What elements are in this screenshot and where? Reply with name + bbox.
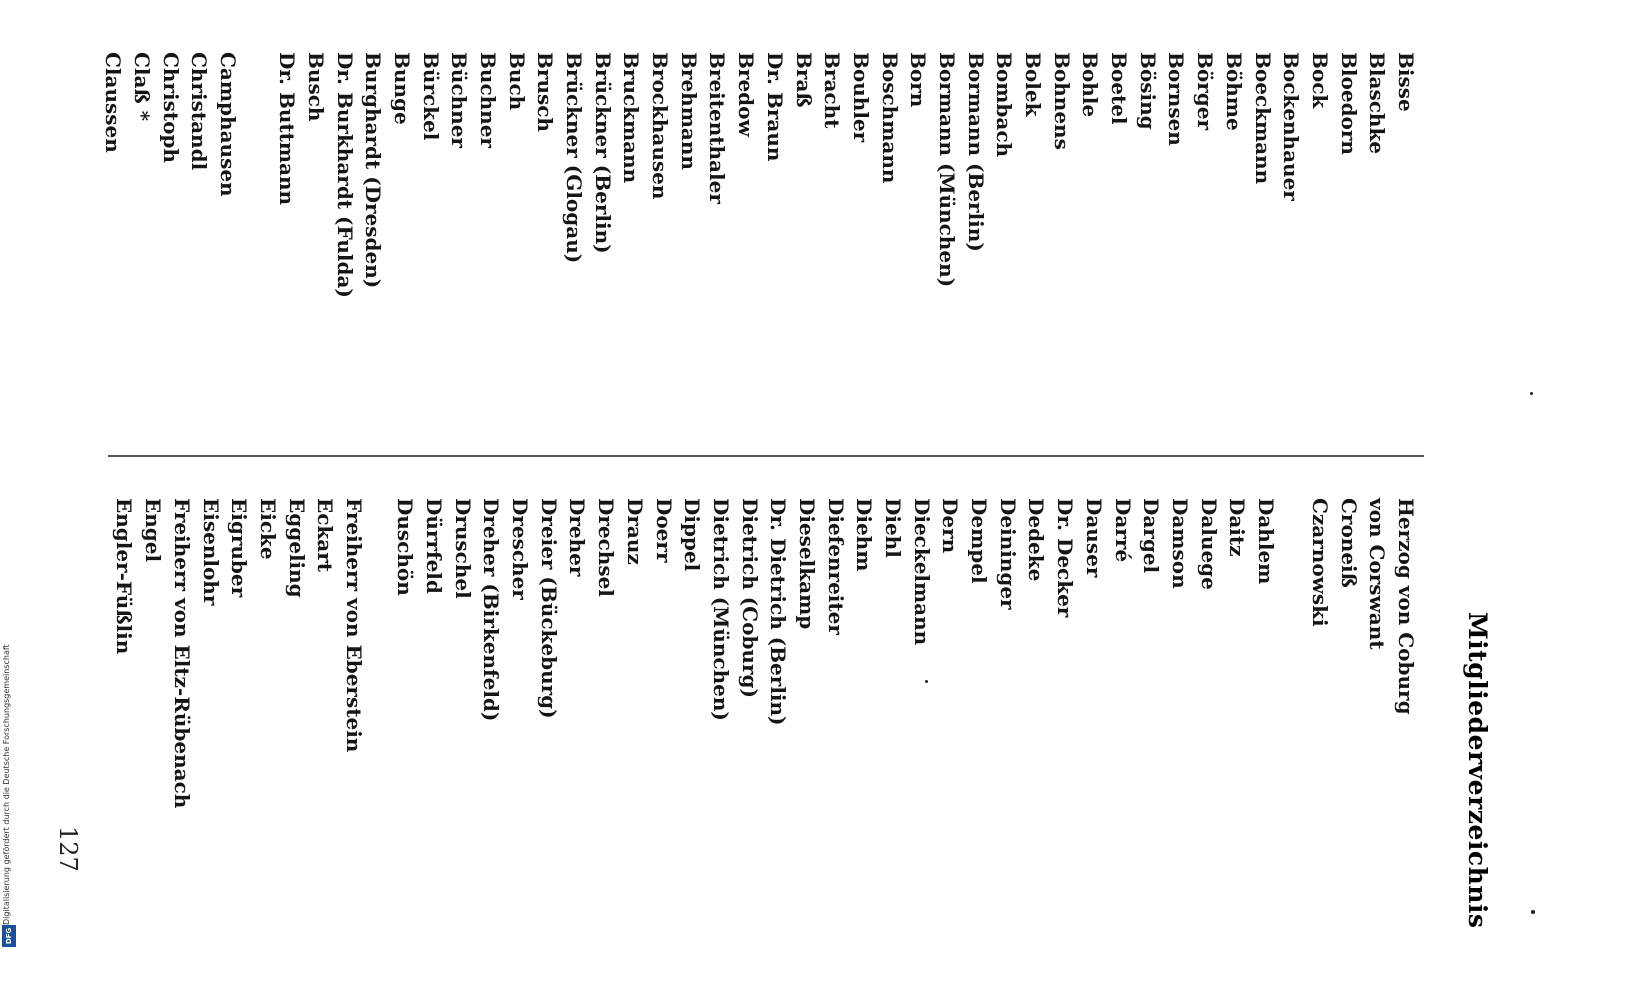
digitization-footer: Digitalisierung gefördert durch die Deutsche Forschungsgemeinschaft xyxy=(2,644,11,925)
member-name: Christandl xyxy=(187,52,212,171)
member-name: Drechsel xyxy=(594,498,619,597)
member-name: Eigruber xyxy=(227,498,252,598)
member-name: Dietrich (München) xyxy=(708,498,733,721)
member-name: Bormann (Berlin) xyxy=(963,52,988,252)
member-name: Boetel xyxy=(1107,52,1132,125)
page-number: 127 xyxy=(54,826,82,872)
member-name: von Corswant xyxy=(1365,498,1390,650)
speck xyxy=(925,680,928,683)
member-name: Bösing xyxy=(1135,52,1160,130)
member-name: Eggeling xyxy=(284,498,309,598)
speck xyxy=(1530,392,1533,395)
member-name: Braß xyxy=(791,52,816,108)
member-name: Busch xyxy=(303,52,328,122)
member-name: Engel xyxy=(141,498,166,563)
member-name: Darré xyxy=(1110,498,1135,563)
member-name: Böhme xyxy=(1221,52,1246,131)
member-name: Bloedorn xyxy=(1336,52,1361,155)
page-title: Mitgliederverzeichnis xyxy=(1463,612,1492,929)
member-name: Bombach xyxy=(992,52,1017,158)
member-name: Dauser xyxy=(1081,498,1106,578)
member-name: Boeckmann xyxy=(1250,52,1275,185)
member-name: Herzog von Coburg xyxy=(1394,498,1418,715)
member-name: Drescher xyxy=(508,498,533,600)
dfg-logo: DFG xyxy=(2,925,16,947)
member-name: Eisenlohr xyxy=(198,498,223,606)
speck xyxy=(1531,910,1535,914)
member-name: Bormann (München) xyxy=(935,52,959,288)
member-name: Dern xyxy=(938,498,963,554)
member-name: Freiherr von Eberstein xyxy=(342,498,366,753)
member-name: Freiherr von Eltz-Rübenach xyxy=(169,498,194,809)
member-name: Eicke xyxy=(255,498,280,560)
member-name: Born xyxy=(906,52,931,108)
member-name: Bolek xyxy=(1021,52,1046,117)
member-name: Burghardt (Dresden) xyxy=(361,52,386,289)
member-name: Bunge xyxy=(389,52,414,125)
member-name: Daitz xyxy=(1225,498,1250,557)
member-name: Bruckmann xyxy=(619,52,644,184)
member-name: Diehm xyxy=(852,498,877,572)
member-name: Buchner xyxy=(476,52,500,148)
member-name: Büchner xyxy=(447,52,472,148)
member-name: Bockenhauer xyxy=(1279,52,1304,201)
member-name: Damson xyxy=(1167,498,1192,589)
member-name: Dietrich (Coburg) xyxy=(737,498,762,698)
member-name: Dahlem xyxy=(1254,498,1278,585)
member-name: Diehl xyxy=(881,498,906,558)
member-name: Bisse xyxy=(1394,52,1418,112)
member-name: Breitenthaler xyxy=(705,52,730,204)
member-name: Eckart xyxy=(313,498,338,573)
member-name: Brückner (Berlin) xyxy=(590,52,615,254)
member-name: Drauz xyxy=(622,498,647,565)
member-name: Dargel xyxy=(1139,498,1164,574)
member-name: Christoph xyxy=(158,52,183,163)
member-name: Duschön xyxy=(393,498,418,596)
member-name: Bürckel xyxy=(418,52,443,141)
member-name: Camphausen xyxy=(216,52,240,197)
member-name: Boschmann xyxy=(877,52,902,184)
member-name: Dreier (Bückeburg) xyxy=(536,498,561,719)
member-name: Claussen xyxy=(101,52,126,153)
column-coburg-czarnowski xyxy=(1305,498,1420,715)
divider-line xyxy=(108,455,1424,457)
member-name: Börger xyxy=(1193,52,1218,131)
member-name: Doerr xyxy=(651,498,676,563)
member-name: Dieckelmann xyxy=(909,498,934,646)
column-c-names xyxy=(99,52,242,197)
member-name: Diefenreiter xyxy=(823,498,848,635)
member-name: Daluege xyxy=(1196,498,1221,590)
column-d-names xyxy=(391,498,1280,726)
member-name: Dempel xyxy=(967,498,992,584)
member-name: Croneiß xyxy=(1336,498,1361,588)
member-name: Dr. Decker xyxy=(1053,498,1078,618)
member-name: Brehmann xyxy=(676,52,701,170)
member-name: Dippel xyxy=(680,498,705,572)
member-name: Dieselkamp xyxy=(795,498,819,630)
member-name: Brückner (Glogau) xyxy=(562,52,587,264)
member-name: Brusch xyxy=(533,52,558,132)
member-name: Dedeke xyxy=(1024,498,1049,582)
member-name: Dr. Braun xyxy=(762,52,787,162)
member-name: Dr. Burkhardt (Fulda) xyxy=(332,52,357,298)
column-e-names xyxy=(110,498,368,808)
member-name: Druschel xyxy=(450,498,475,599)
member-name: Bock xyxy=(1307,52,1332,109)
member-name: Bornsen xyxy=(1164,52,1189,146)
member-name: Dreher xyxy=(565,498,590,577)
column-b-names xyxy=(273,52,1421,298)
member-name: Czarnowski xyxy=(1307,498,1332,627)
member-name: Brockhausen xyxy=(648,52,673,200)
member-name: Claß * xyxy=(129,52,154,122)
member-name: Bracht xyxy=(820,52,845,129)
member-name: Deininger xyxy=(995,498,1020,610)
member-name: Buch xyxy=(504,52,529,111)
member-name: Dreher (Birkenfeld) xyxy=(479,498,504,722)
member-name: Bohle xyxy=(1078,52,1103,118)
member-name: Dr. Buttmann xyxy=(275,52,300,206)
member-name: Blaschke xyxy=(1365,52,1390,155)
member-name: Bohnens xyxy=(1049,52,1074,150)
member-name: Dürrfeld xyxy=(422,498,447,594)
member-name: Dr. Dietrich (Berlin) xyxy=(766,498,791,726)
member-name: Bouhler xyxy=(848,52,873,143)
member-name: Engler-Füßlin xyxy=(112,498,137,655)
member-name: Bredow xyxy=(734,52,759,137)
